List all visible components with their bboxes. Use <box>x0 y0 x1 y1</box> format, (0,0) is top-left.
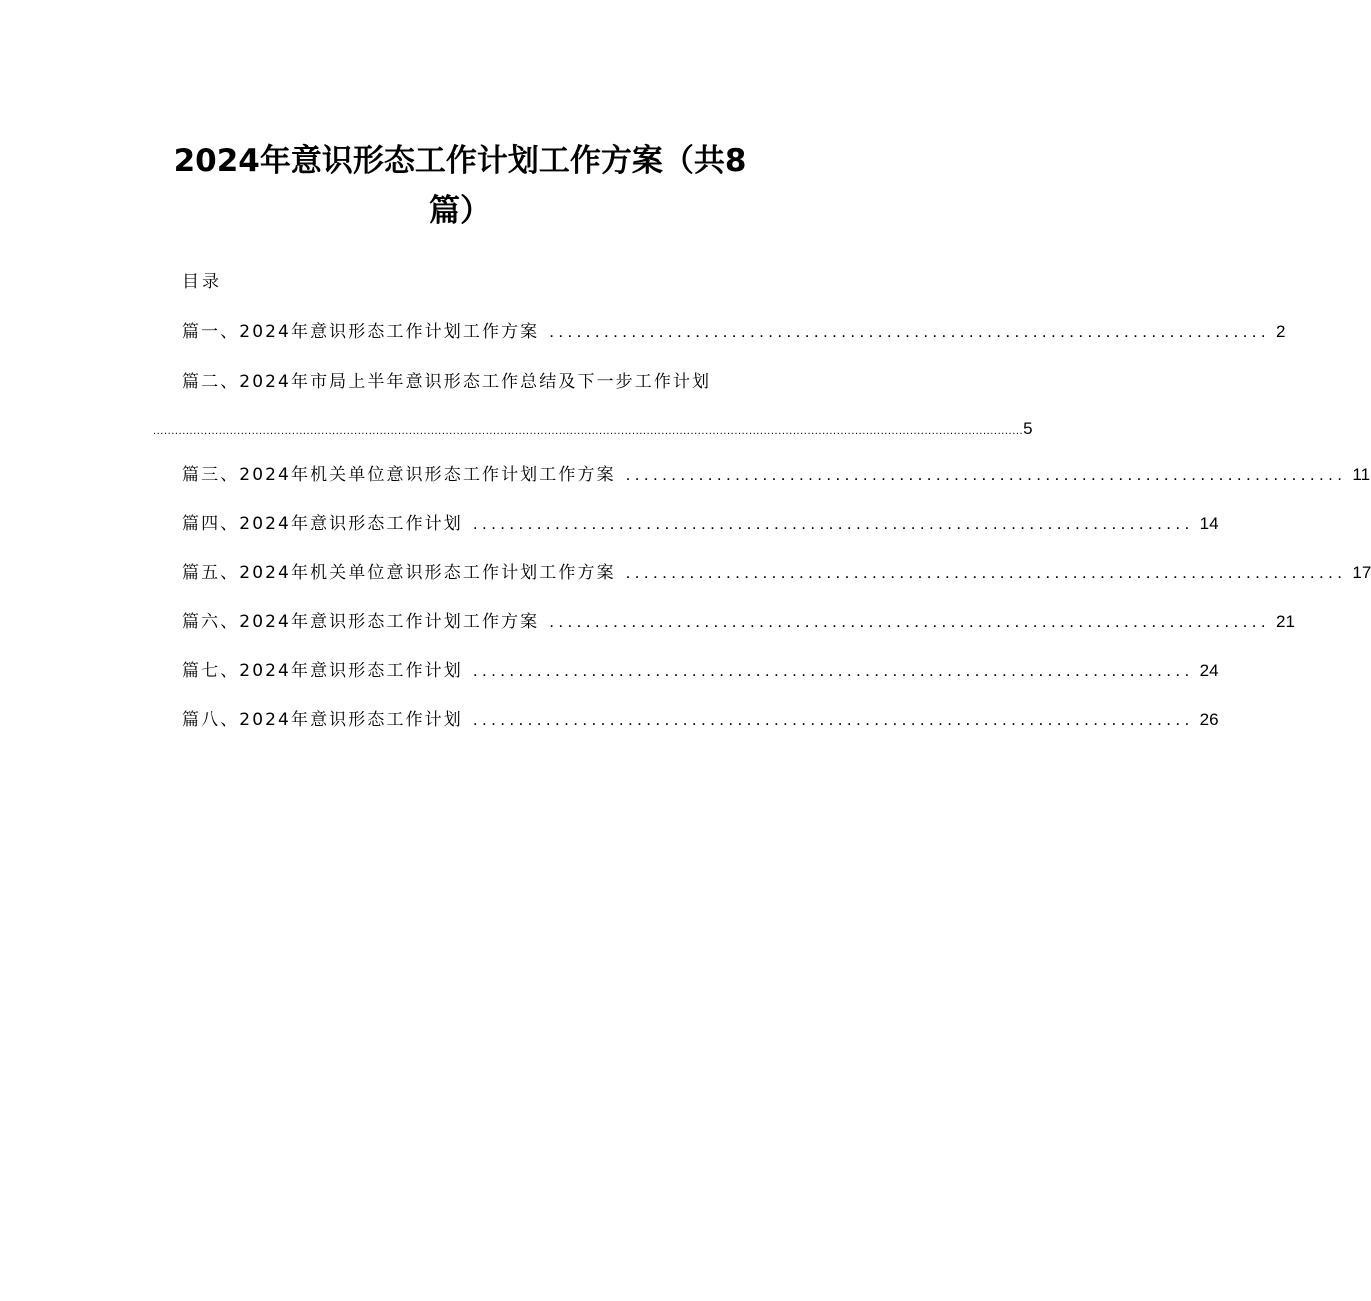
document-title-line-1: 2024年意识形态工作计划工作方案（共8 <box>173 143 747 179</box>
toc-entry-title: 篇四、2024年意识形态工作计划 <box>182 514 463 534</box>
toc-page-number: 14 <box>1199 514 1219 533</box>
toc-entry-title: 篇六、2024年意识形态工作计划工作方案 <box>182 612 540 632</box>
toc-page-number: 5 <box>1023 419 1033 438</box>
toc-leader-dots: ............................................................................... <box>472 661 1194 680</box>
toc-leader-dots: ............................................................................... <box>549 322 1270 341</box>
toc-leader-dots: .............................................................................................................................................................................................................................................. <box>153 425 1024 437</box>
toc-entry-title: 篇八、2024年意识形态工作计划 <box>182 710 463 730</box>
toc-entry-title: 篇三、2024年机关单位意识形态工作计划工作方案 <box>182 465 616 485</box>
toc-entry-title: 篇二、2024年市局上半年意识形态工作总结及下一步工作计划 <box>182 372 712 392</box>
toc-entry-title: 篇一、2024年意识形态工作计划工作方案 <box>182 322 540 342</box>
toc-leader-dots: ............................................................................... <box>472 514 1194 533</box>
toc-heading: 目录 <box>182 272 222 292</box>
toc-leader-dots: ............................................................................... <box>549 612 1270 631</box>
toc-entry-3[interactable] <box>182 463 1371 487</box>
toc-leader-dots: ............................................................................... <box>472 710 1194 729</box>
toc-page-number: 2 <box>1276 322 1286 341</box>
toc-page-number: 21 <box>1276 612 1295 631</box>
document-title-line-2: 篇） <box>429 193 491 229</box>
toc-page-number: 11 <box>1352 465 1371 484</box>
toc-entry-1[interactable] <box>182 320 1286 344</box>
toc-entry-5[interactable] <box>182 561 1371 585</box>
toc-entry-2-continuation[interactable] <box>153 417 1033 441</box>
toc-entry-6[interactable] <box>182 610 1295 634</box>
toc-leader-dots: ............................................................................... <box>625 465 1347 484</box>
toc-page-number: 24 <box>1199 661 1219 680</box>
toc-entry-4[interactable] <box>182 512 1219 536</box>
toc-page-number: 26 <box>1199 710 1219 729</box>
toc-leader-dots: ............................................................................... <box>625 563 1347 582</box>
toc-page-number: 17 <box>1352 563 1371 582</box>
toc-entry-title: 篇五、2024年机关单位意识形态工作计划工作方案 <box>182 563 616 583</box>
toc-entry-8[interactable] <box>182 708 1219 732</box>
toc-entry-7[interactable] <box>182 659 1219 683</box>
toc-entry-title: 篇七、2024年意识形态工作计划 <box>182 661 463 681</box>
toc-entry-2[interactable] <box>182 370 711 394</box>
